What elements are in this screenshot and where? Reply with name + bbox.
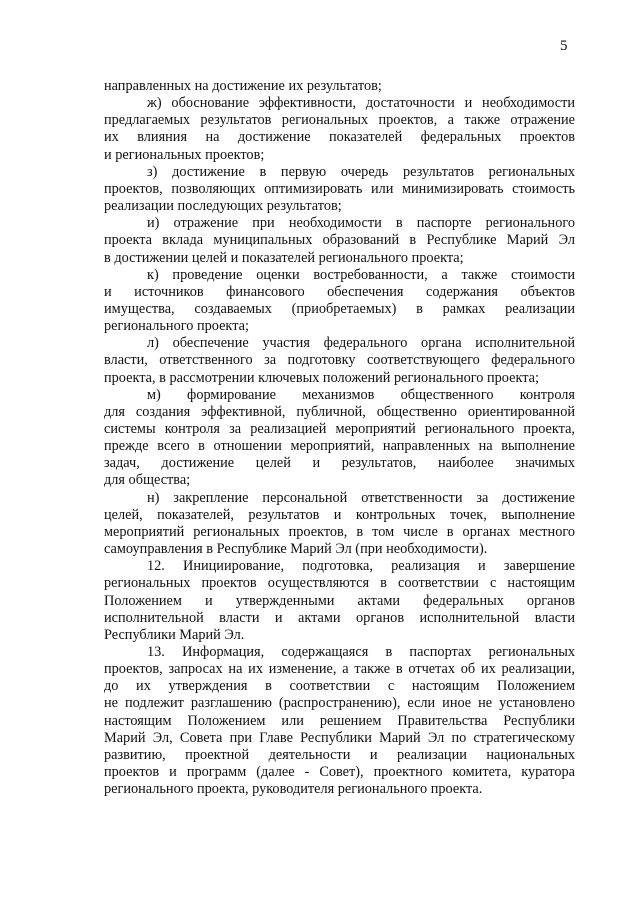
text-line: не подлежит разглашению (распространению), если иное не установлено: [104, 695, 575, 712]
text-line: регионального проекта, руководителя регионального проекта.: [104, 781, 483, 798]
text-line: и региональных проектов;: [104, 146, 265, 163]
text-line: проекта вклада муниципальных образований в Республике Марий Эл: [104, 232, 575, 249]
text-line: з) достижение в первую очередь результатов региональных: [147, 163, 575, 180]
text-line: власти, ответственного за подготовку соответствующего федерального: [104, 352, 575, 369]
text-line: и) отражение при необходимости в паспорте регионального: [147, 215, 575, 232]
text-line: к) проведение оценки востребованности, а также стоимости: [147, 266, 575, 283]
text-line: для создания эффективной, публичной, общественно ориентированной: [104, 403, 575, 420]
page-number: 5: [560, 38, 568, 54]
text-line: н) закрепление персональной ответственности за достижение: [147, 489, 575, 506]
text-line: прежде всего в отношении мероприятий, направленных на выполнение: [104, 438, 575, 455]
text-line: до их утверждения в соответствии с настоящим Положением: [104, 678, 575, 695]
text-line: системы контроля за реализацией мероприятий регионального проекта,: [104, 421, 575, 437]
text-line: л) обеспечение участия федерального органа исполнительной: [147, 335, 575, 352]
text-line: настоящим Положением или решением Правительства Республики: [104, 712, 575, 729]
text-line: в достижении целей и показателей регионального проекта;: [104, 249, 464, 266]
text-line: Положением и утвержденными актами федеральных органов: [104, 592, 575, 609]
text-line: проекта, в рассмотрении ключевых положений регионального проекта;: [104, 369, 539, 386]
text-line: предлагаемых результатов региональных проектов, а также отражение: [104, 112, 575, 129]
text-line: имущества, создаваемых (приобретаемых) в рамках реализации: [104, 300, 575, 317]
text-line: самоуправления в Республике Марий Эл (при необходимости).: [104, 541, 488, 558]
text-line: ж) обоснование эффективности, достаточности и необходимости: [147, 95, 575, 112]
text-line: 13. Информация, содержащаяся в паспортах региональных: [147, 643, 575, 660]
text-line: Марий Эл, Совета при Главе Республики Марий Эл по стратегическому: [104, 729, 575, 746]
text-line: реализации последующих результатов;: [104, 198, 342, 215]
text-line: 12. Инициирование, подготовка, реализация и завершение: [147, 558, 575, 575]
text-line: их влияния на достижение показателей федеральных проектов: [104, 129, 575, 146]
text-line: исполнительной власти и актами органов исполнительной власти: [104, 609, 575, 626]
text-line: мероприятий региональных проектов, в том числе в органах местного: [104, 523, 575, 540]
text-line: Республики Марий Эл.: [104, 626, 245, 643]
text-line: м) формирование механизмов общественного контроля: [147, 386, 575, 403]
text-line: проектов и программ (далее - Совет), проектного комитета, куратора: [104, 764, 575, 780]
text-line: целей, показателей, результатов и контрольных точек, выполнение: [104, 506, 575, 523]
text-line: развитию, проектной деятельности и реализации национальных: [104, 746, 575, 763]
text-line: для общества;: [104, 472, 191, 489]
text-line: направленных на достижение их результатов;: [104, 78, 382, 94]
text-line: проектов, запросах на их изменение, а также в отчетах об их реализации,: [104, 661, 575, 678]
text-line: регионального проекта;: [104, 318, 249, 335]
text-line: задач, достижение целей и результатов, наиболее значимых: [104, 455, 575, 472]
text-line: и источников финансового обеспечения содержания объектов: [104, 283, 575, 300]
text-line: региональных проектов осуществляются в соответствии с настоящим: [104, 575, 575, 592]
text-line: проектов, позволяющих оптимизировать или минимизировать стоимость: [104, 180, 575, 197]
